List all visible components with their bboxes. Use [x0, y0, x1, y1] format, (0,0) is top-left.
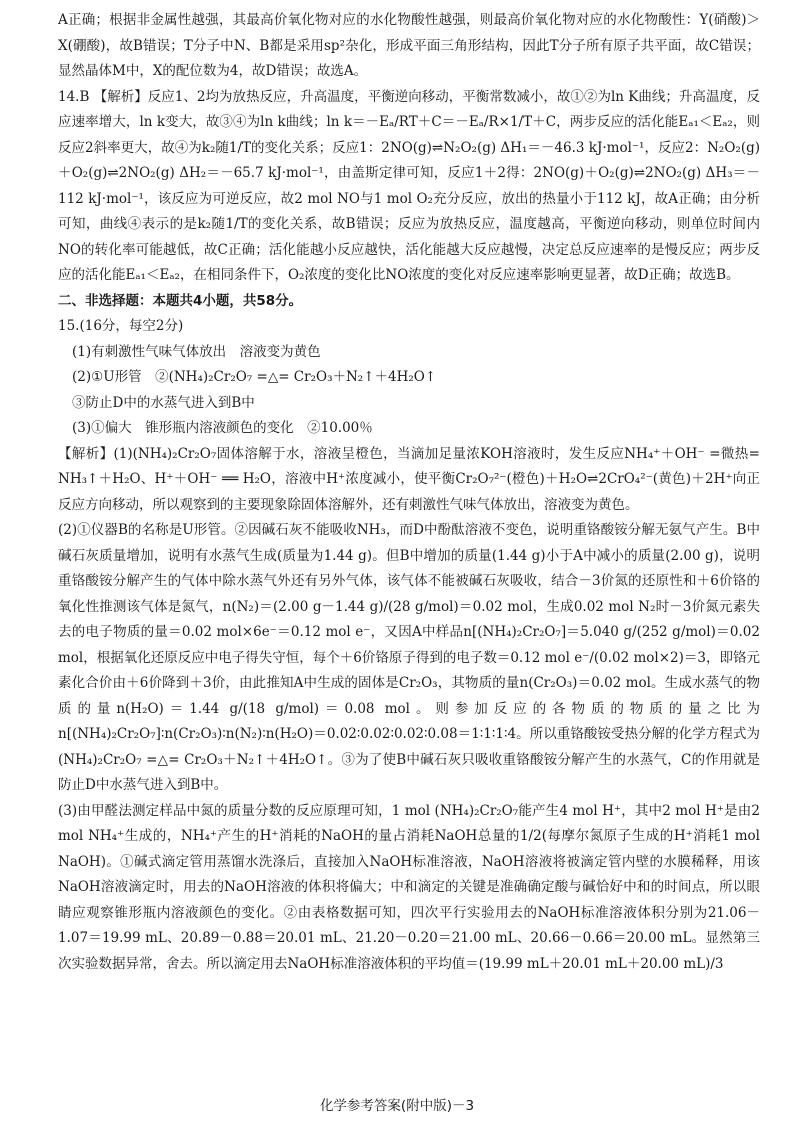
question-15-header: 15.(16分，每空2分)	[58, 318, 184, 334]
paragraph-q14: 14.B 【解析】反应1、2均为放热反应，升高温度，平衡逆向移动，平衡常数减小，故①②为ln K曲线；升高温度，反应速率增大，ln k变大，故③④为ln k曲线；ln k＝－Eₐ/RT＋C＝－Eₐ/R×1/T＋C，两步反应的活化能Eₐ₁＜Eₐ₂，则反应2斜率更大，故④为k₂随1/T的变化关系；反应1：2NO(g)⇌N₂O₂(g) ΔH₁＝－46.3 kJ·mol⁻¹，反应2：N₂O₂(g)＋O₂(g)⇌2NO₂(g) ΔH₂＝－65.7 kJ·mol⁻¹，由盖斯定律可知，反应1＋2得：2NO(g)＋O₂(g)⇌2NO₂(g) ΔH₃＝－112 kJ·mol⁻¹，该反应为可逆反应，故2 mol NO与1 mol O₂充分反应，放出的热量小于112 kJ，故A正确；由分析可知，曲线④表示的是k₂随1/T的变化关系，故B错误；反应为放热反应，温度越高，平衡逆向移动，则单位时间内NO的转化率可能越低，故C正确；活化能越小反应越快，活化能越大反应越慢，决定总反应速率的是慢反应；两步反应的活化能Eₐ₁＜Eₐ₂，在相同条件下，O₂浓度的变化比NO浓度的变化对反应速率影响更显著，故D正确；故选B。	[58, 88, 760, 283]
answer-2: (2)①U形管 ②(NH₄)₂Cr₂O₇ =△= Cr₂O₃＋N₂↑＋4H₂O↑	[72, 369, 437, 385]
page-footer: 化学参考答案(附中版)－3	[319, 1098, 475, 1114]
section-heading: 二、非选择题：本题共4小题，共58分。	[58, 292, 303, 309]
answer-2-3: ③防止D中的水蒸气进入到B中	[72, 394, 255, 411]
answer-1: (1)有刺激性气味气体放出 溶液变为黄色	[72, 343, 321, 360]
analysis-part-3: (3)由甲醛法测定样品中氮的质量分数的反应原理可知，1 mol (NH₄)₂Cr₂O₇能产生4 mol H⁺，其中2 mol H⁺是由2 mol NH₄⁺生成的，NH₄⁺产生的H⁺消耗的NaOH的量占消耗NaOH总量的1/2(每摩尔氮原子生成的H⁺消耗1 mol NaOH)。①碱式滴定管用蒸馏水洗涤后，直接加入NaOH标准溶液，NaOH溶液将被滴定管内壁的水膜稀释，用该NaOH溶液滴定时，用去的NaOH溶液的体积将偏大；中和滴定的关键是准确确定酸与碱恰好中和的时间点，所以眼睛应观察锥形瓶内溶液颜色的变化。②由表格数据可知，四次平行实验用去的NaOH标准溶液体积分别为21.06－1.07＝19.99 mL、20.89－0.88＝20.01 mL、21.20－0.20＝21.00 mL、20.66－0.66＝20.00 mL。显然第三次实验数据异常，舍去。所以滴定用去NaOH标准溶液体积的平均值＝(19.99 mL＋20.01 mL＋20.00 mL)/3	[58, 802, 760, 972]
analysis-part-1: 【解析】(1)(NH₄)₂Cr₂O₇固体溶解于水，溶液呈橙色，当滴加足量浓KOH溶液时，发生反应NH₄⁺＋OH⁻ =微热= NH₃↑＋H₂O、H⁺＋OH⁻ ══ H₂O，溶液中H⁺浓度减小，使平衡Cr₂O₇²⁻(橙色)＋H₂O⇌2CrO₄²⁻(黄色)＋2H⁺向正反应方向移动，所以观察到的主要现象除固体溶解外，还有刺激性气味气体放出，溶液变为黄色。	[58, 445, 760, 513]
analysis-part-2: (2)①仪器B的名称是U形管。②因碱石灰不能吸收NH₃，而D中酚酞溶液不变色，说明重铬酸铵分解无氨气产生。B中碱石灰质量增加，说明有水蒸气生成(质量为1.44 g)。但B中增加的质量(1.44 g)小于A中减小的质量(2.00 g)，说明重铬酸铵分解产生的气体中除水蒸气外还有另外气体，该气体不能被碱石灰吸收，结合－3价氮的还原性和＋6价铬的氧化性推测该气体是氮气，n(N₂)＝(2.00 g－1.44 g)/(28 g/mol)＝0.02 mol，生成0.02 mol N₂时－3价氮元素失去的电子物质的量＝0.02 mol×6e⁻＝0.12 mol e⁻，又因A中样品n[(NH₄)₂Cr₂O₇]＝5.040 g/(252 g/mol)＝0.02 mol，根据氧化还原反应中电子得失守恒，每个＋6价铬原子得到的电子数＝0.12 mol e⁻/(0.02 mol×2)＝3，即铬元素化合价由＋6价降到＋3价，由此推知A中生成的固体是Cr₂O₃，其物质的量n(Cr₂O₃)＝0.02 mol。生成水蒸气的物质的量n(H₂O)＝1.44 g/(18 g/mol)＝0.08 mol。则参加反应的各物质的物质的量之比为n[(NH₄)₂Cr₂O₇]∶n(Cr₂O₃)∶n(N₂)∶n(H₂O)＝0.02∶0.02∶0.02∶0.08＝1∶1∶1∶4。所以重铬酸铵受热分解的化学方程式为(NH₄)₂Cr₂O₇ =△= Cr₂O₃＋N₂↑＋4H₂O↑。③为了使B中碱石灰只吸收重铬酸铵分解产生的水蒸气，C的作用就是防止D中水蒸气进入到B中。	[58, 522, 761, 793]
answer-page	[58, 8, 760, 977]
answer-3: (3)①偏大 锥形瓶内溶液颜色的变化 ②10.00％	[72, 420, 373, 436]
paragraph-q13-end: A正确；根据非金属性越强，其最高价氧化物对应的水化物酸性越强，则最高价氧化物对应的水化物酸性：Y(硝酸)＞X(硼酸)，故B错误；T分子中N、B都是采用sp²杂化，形成平面三角形结构，因此T分子所有原子共平面，故C错误；显然晶体M中，X的配位数为4，故D错误；故选A。	[58, 12, 760, 79]
